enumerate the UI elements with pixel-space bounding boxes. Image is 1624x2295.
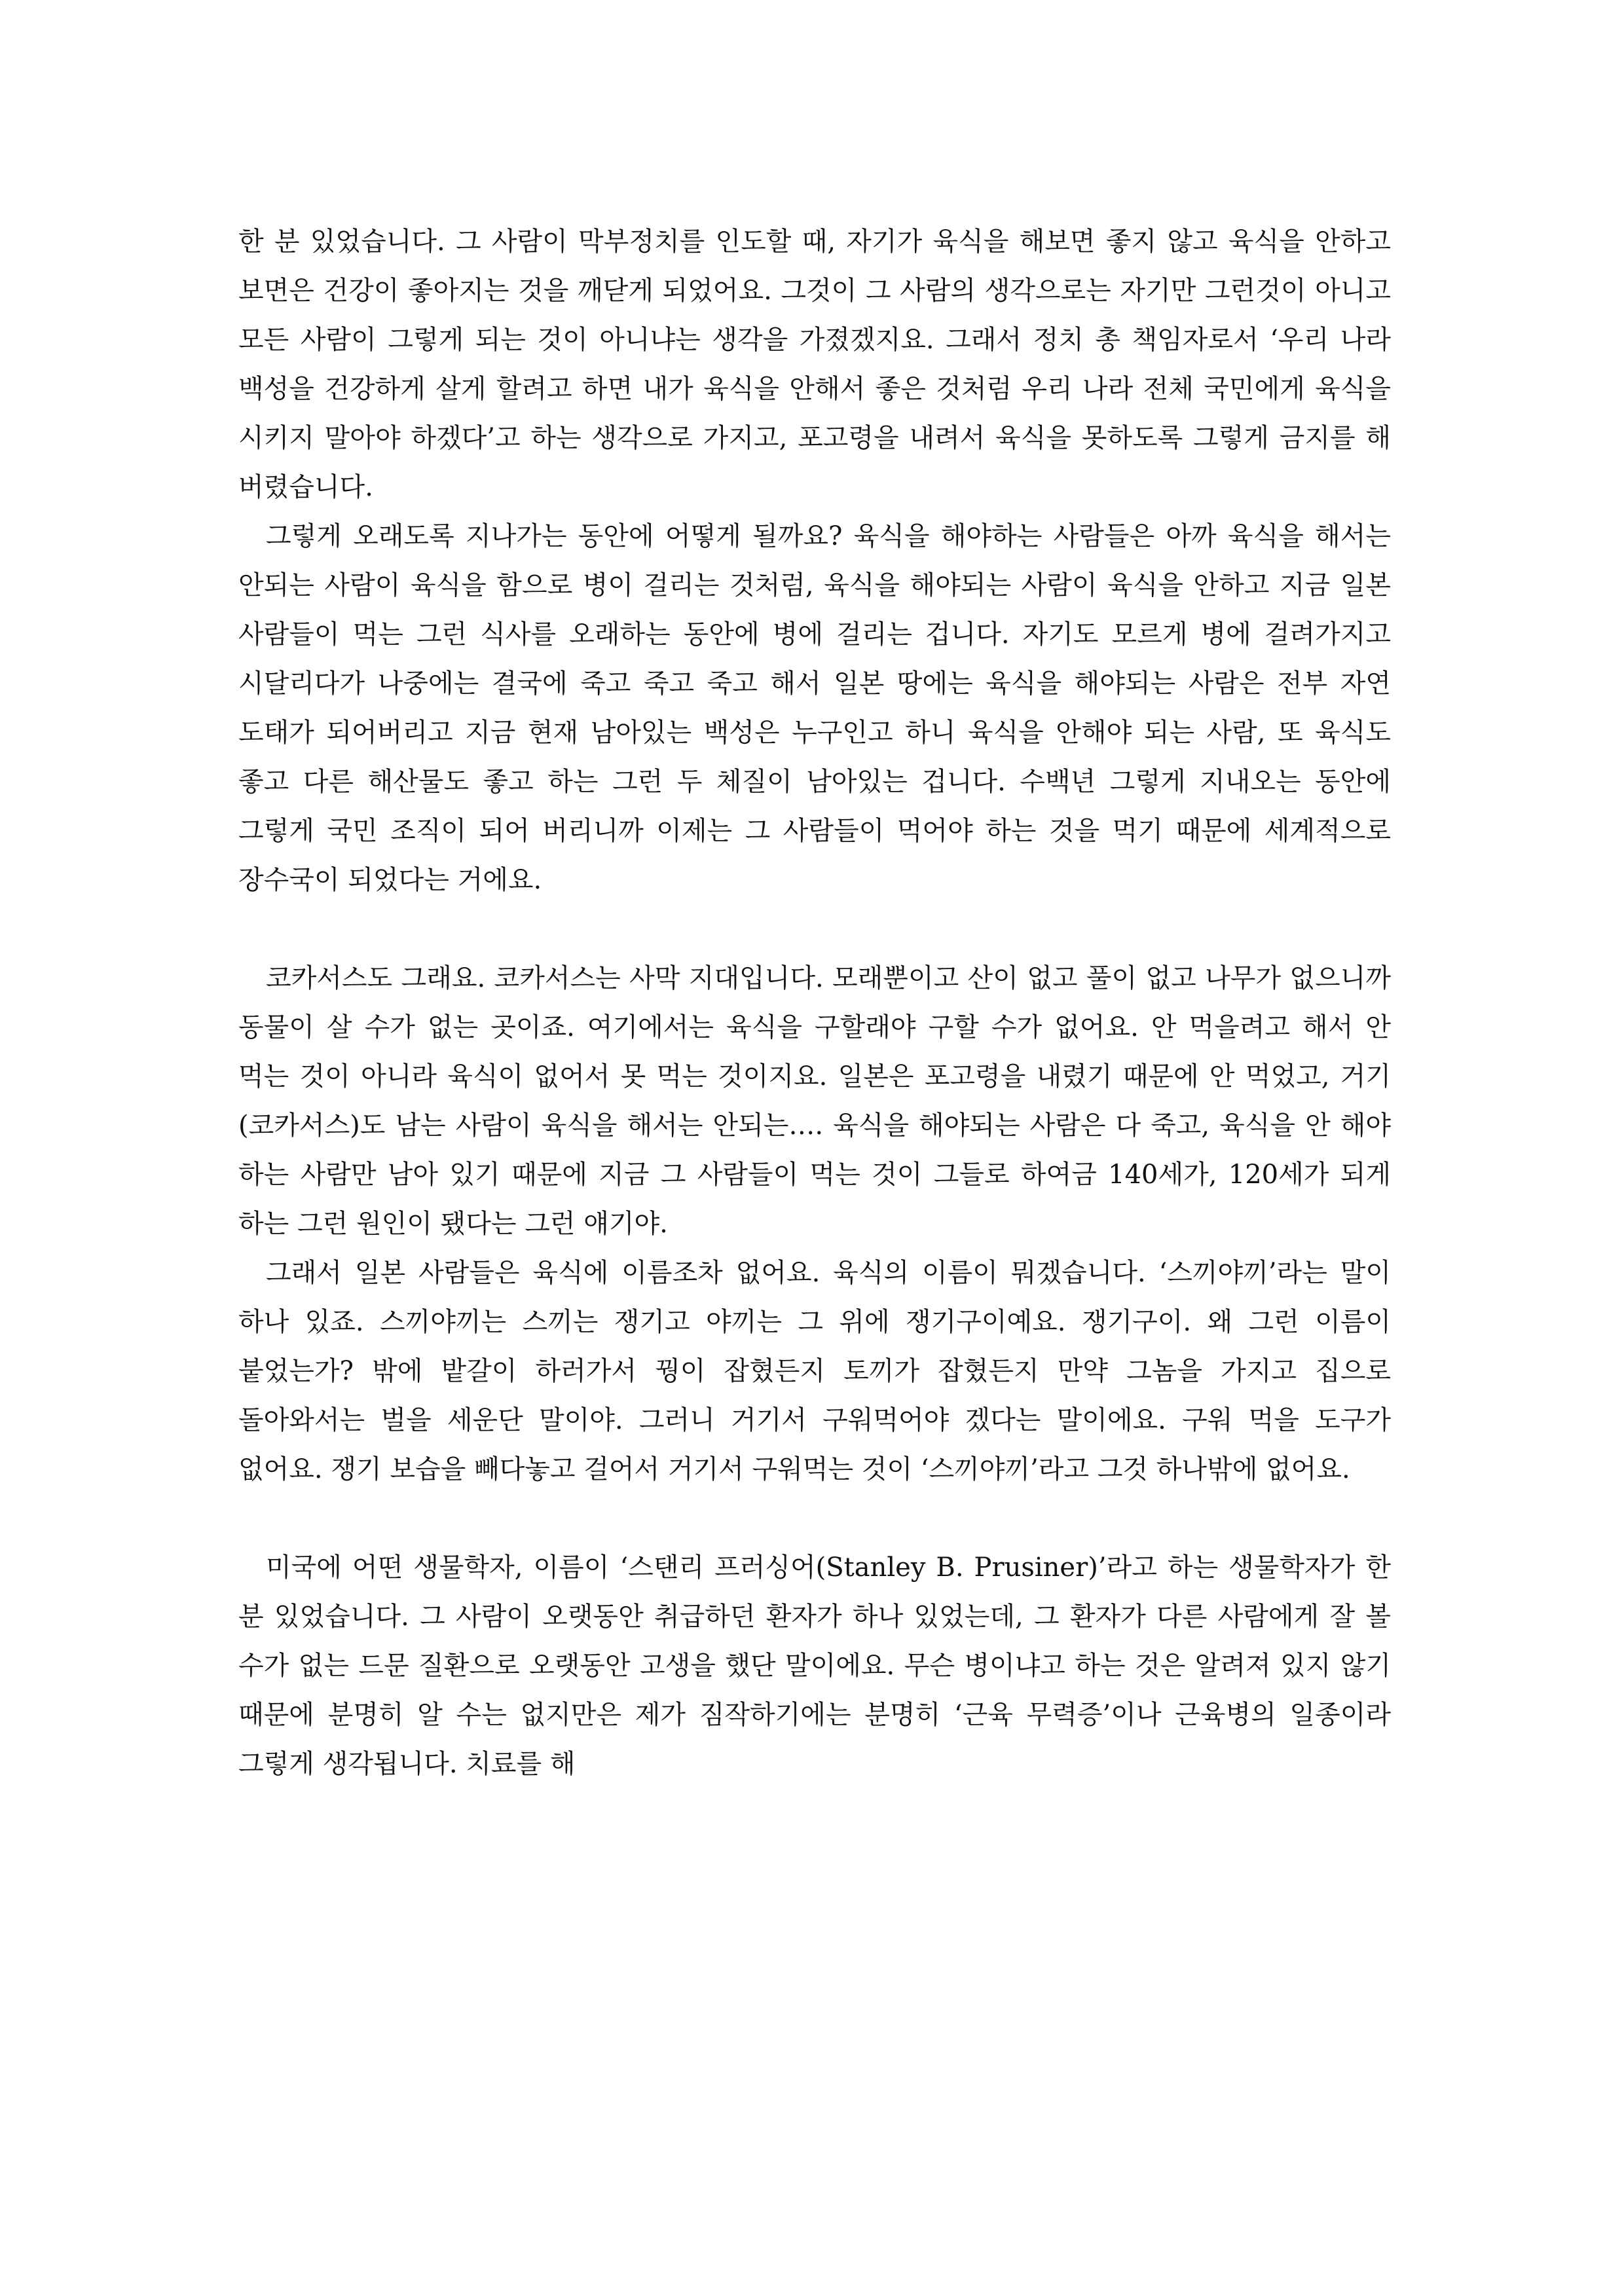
paragraph-spacer	[238, 905, 1391, 954]
paragraph-4: 그래서 일본 사람들은 육식에 이름조차 없어요. 육식의 이름이 뭐겠습니다. ‘스끼야끼’라는 말이 하나 있죠. 스끼야끼는 스끼는 쟁기고 야끼는 그 위에 쟁기구이예요. 쟁기구이. 왜 그런 이름이 붙었는가? 밖에 밭갈이 하러가서 꿩이 잡혔든지 토끼가 잡혔든지 만약 그놈을 가지고 집으로 돌아와서는 벌을 세운단 말이야. 그러니 거기서 구워먹어야 겠다는 말이에요. 구워 먹을 도구가 없어요. 쟁기 보습을 빼다놓고 걸어서 거기서 구워먹는 것이 ‘스끼야끼’라고 그것 하나밖에 없어요.	[238, 1258, 1391, 1484]
paragraph-2: 그렇게 오래도록 지나가는 동안에 어떻게 될까요? 육식을 해야하는 사람들은 아까 육식을 해서는 안되는 사람이 육식을 함으로 병이 걸리는 것처럼, 육식을 해야되는 사람이 육식을 안하고 지금 일본 사람들이 먹는 그런 식사를 오래하는 동안에 병에 걸리는 겁니다. 자기도 모르게 병에 걸려가지고 시달리다가 나중에는 결국에 죽고 죽고 죽고 해서 일본 땅에는 육식을 해야되는 사람은 전부 자연 도태가 되어버리고 지금 현재 남아있는 백성은 누구인고 하니 육식을 안해야 되는 사람, 또 육식도 좋고 다른 해산물도 좋고 하는 그런 두 체질이 남아있는 겁니다. 수백년 그렇게 지내오는 동안에 그렇게 국민 조직이 되어 버리니까 이제는 그 사람들이 먹어야 하는 것을 먹기 때문에 세계적으로 장수국이 되었다는 거에요.	[238, 521, 1391, 895]
paragraph-spacer	[238, 1494, 1391, 1543]
paragraph-1: 한 분 있었습니다. 그 사람이 막부정치를 인도할 때, 자기가 육식을 해보면 좋지 않고 육식을 안하고 보면은 건강이 좋아지는 것을 깨닫게 되었어요. 그것이 그 사람의 생각으로는 자기만 그런것이 아니고 모든 사람이 그렇게 되는 것이 아니냐는 생각을 가졌겠지요. 그래서 정치 총 책임자로서 ‘우리 나라 백성을 건강하게 살게 할려고 하면 내가 육식을 안해서 좋은 것처럼 우리 나라 전체 국민에게 육식을 시키지 말아야 하겠다’고 하는 생각으로 가지고, 포고령을 내려서 육식을 못하도록 그렇게 금지를 해 버렸습니다.	[238, 227, 1391, 502]
paragraph-3: 코카서스도 그래요. 코카서스는 사막 지대입니다. 모래뿐이고 산이 없고 풀이 없고 나무가 없으니까 동물이 살 수가 없는 곳이죠. 여기에서는 육식을 구할래야 구할 수가 없어요. 안 먹을려고 해서 안 먹는 것이 아니라 육식이 없어서 못 먹는 것이지요. 일본은 포고령을 내렸기 때문에 안 먹었고, 거기(코카서스)도 남는 사람이 육식을 해서는 안되는…. 육식을 해야되는 사람은 다 죽고, 육식을 안 해야 하는 사람만 남아 있기 때문에 지금 그 사람들이 먹는 것이 그들로 하여금 140세가, 120세가 되게 하는 그런 원인이 됐다는 그런 얘기야.	[238, 963, 1391, 1239]
paragraph-5: 미국에 어떤 생물학자, 이름이 ‘스탠리 프러싱어(Stanley B. Prusiner)’라고 하는 생물학자가 한 분 있었습니다. 그 사람이 오랫동안 취급하던 환자가 하나 있었는데, 그 환자가 다른 사람에게 잘 볼 수가 없는 드문 질환으로 오랫동안 고생을 했단 말이에요. 무슨 병이냐고 하는 것은 알려져 있지 않기 때문에 분명히 알 수는 없지만은 제가 짐작하기에는 분명히 ‘근육 무력증’이나 근육병의 일종이라 그렇게 생각됩니다. 치료를 해	[238, 1552, 1391, 1779]
body-text	[238, 217, 1391, 1789]
